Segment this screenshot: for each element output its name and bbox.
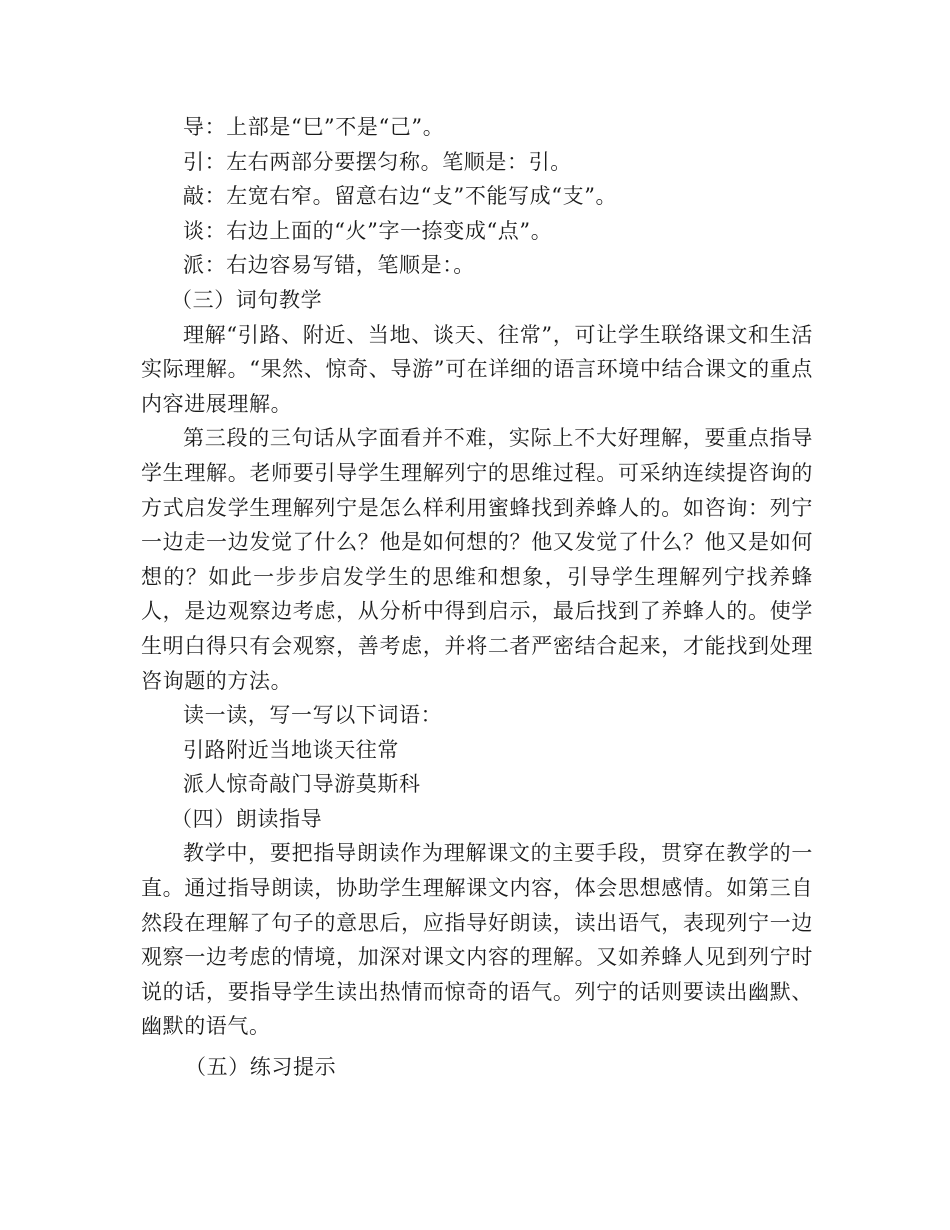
section-3-paragraph-2: 第三段的三句话从字面看并不难，实际上不大好理解，要重点指导学生理解。老师要引导学生理解列宁的思维过程。可采纳连续提咨询的方式启发学生理解列宁是怎么样利用蜜蜂找到养蜂人的。如咨询：列宁一边走一边发觉了什么？他是如何想的？他又发觉了什么？他又是如何想的？如此一步步启发学生的思维和想象，引导学生理解列宁找养蜂人，是边观察边考虑，从分析中得到启示，最后找到了养蜂人的。使学生明白得只有会观察，善考虑，并将二者严密结合起来，才能找到处理咨询题的方法。 — [141, 426, 813, 693]
document-body — [141, 110, 813, 1085]
section-3-heading: （三）词句教学 — [171, 287, 323, 312]
section-3-paragraph-1: 理解“引路、附近、当地、谈天、往常”，可让学生联络课文和生活实际理解。“果然、惊奇、导游”可在详细的语言环境中结合课文的重点内容进展理解。 — [141, 322, 813, 416]
word-list-line-2: 派人惊奇敲门导游莫斯科 — [183, 772, 421, 797]
exercise-prompt: 读一读，写一写以下词语： — [183, 703, 443, 728]
char-note-dao: 导：上部是“巳”不是“己”。 — [183, 115, 445, 139]
section-4-heading: （四）朗读指导 — [171, 806, 323, 831]
section-4-paragraph: 教学中，要把指导朗读作为理解课文的主要手段，贯穿在教学的一直。通过指导朗读，协助学生理解课文内容，体会思想感情。如第三自然段在理解了句子的意思后，应指导好朗读，读出语气，表现列宁一边观察一边考虑的情境，加深对课文内容的理解。又如养蜂人见到列宁时说的话，要指导学生读出热情而惊奇的语气。列宁的话则要读出幽默、幽默的语气。 — [141, 841, 813, 1039]
char-note-tan: 谈：右边上面的“火”字一捺变成“点”。 — [183, 218, 553, 243]
char-note-pai: 派：右边容易写错，笔顺是：。 — [183, 253, 475, 278]
word-list-line-1: 引路附近当地谈天往常 — [183, 737, 399, 762]
char-note-qiao: 敲：左宽右窄。留意右边“攴”不能写成“支”。 — [183, 184, 618, 209]
section-5-heading: （五）练习提示 — [185, 1055, 337, 1080]
char-note-yin: 引：左右两部分要摆匀称。笔顺是：引。 — [183, 149, 572, 174]
